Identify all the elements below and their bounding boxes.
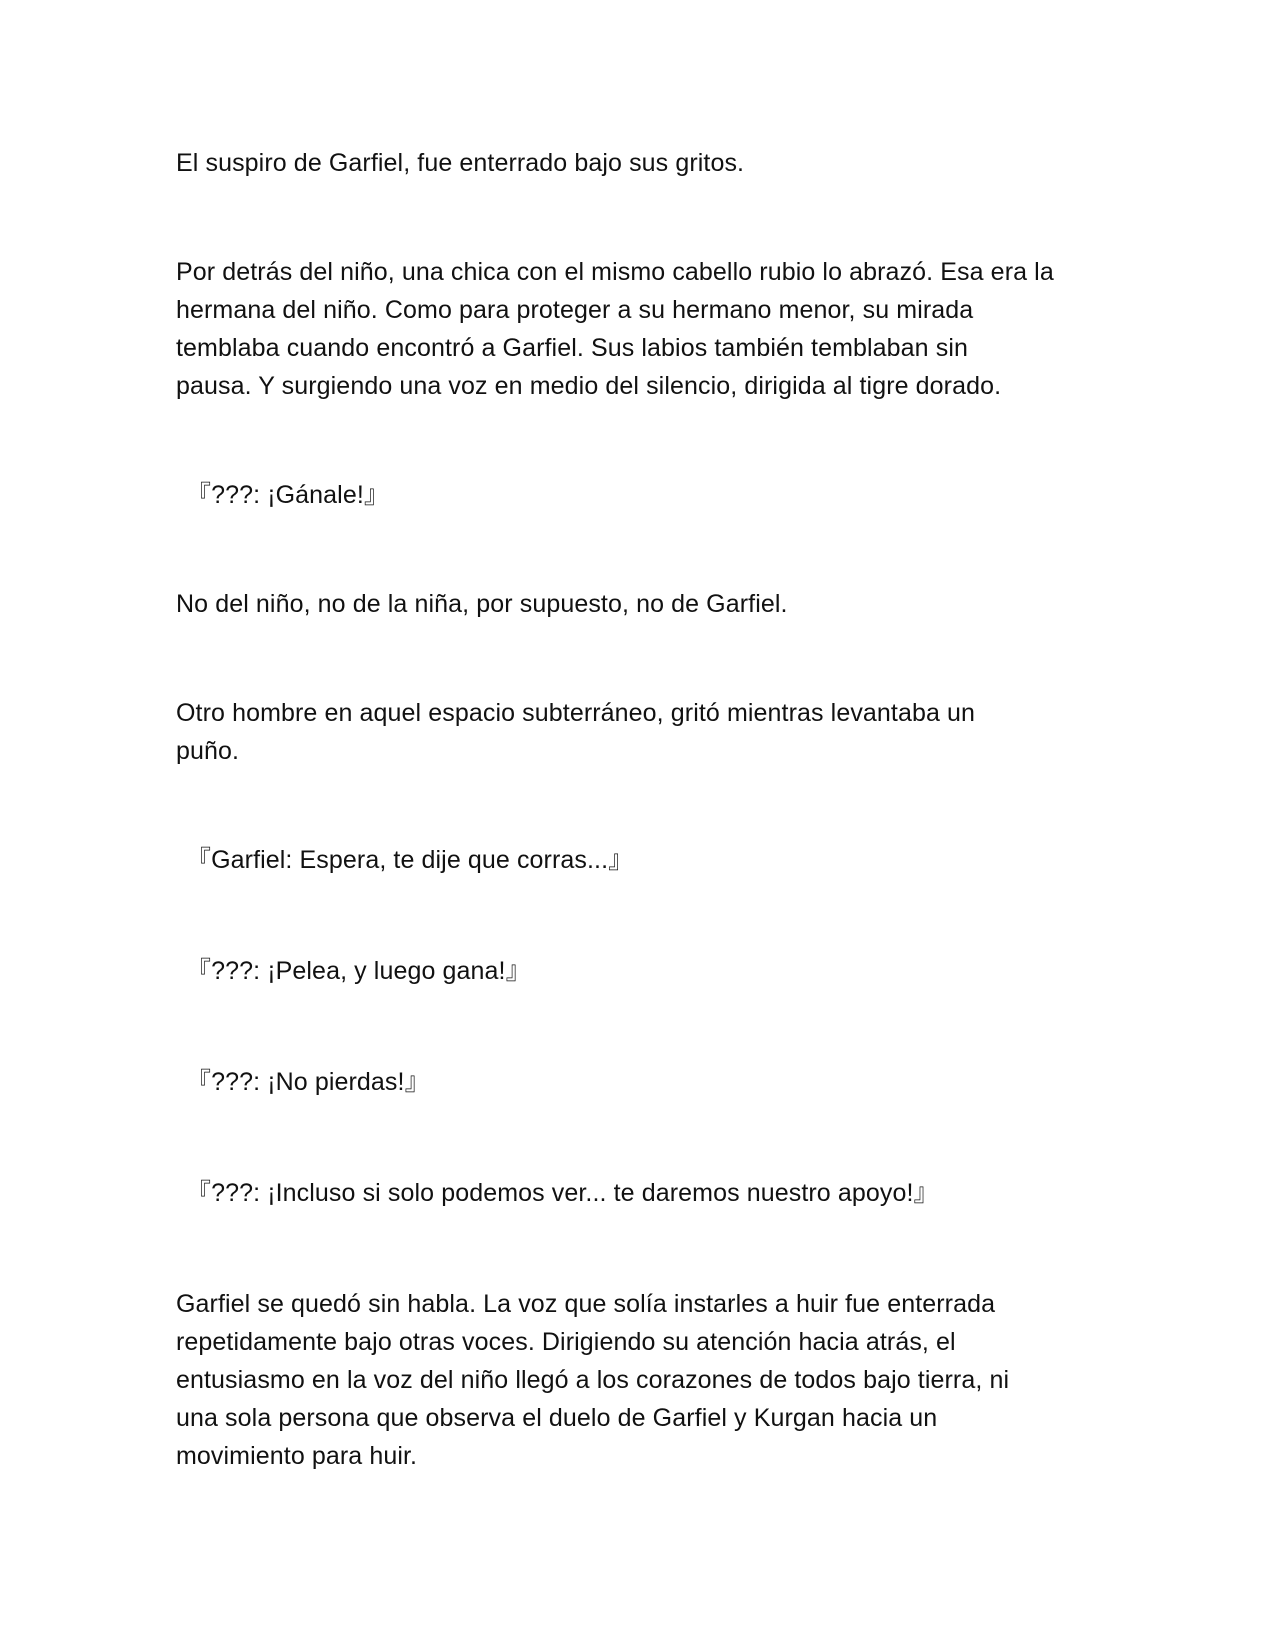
paragraph-2 [176,253,1106,405]
text-line: Garfiel se quedó sin habla. La voz que solía instarles a huir fue enterrada [176,1290,996,1318]
paragraph-3 [176,585,1106,623]
dialogue-line-pelea [186,952,1116,990]
text-line: Por detrás del niño, una chica con el mismo cabello rubio lo abrazó. Esa era la [176,258,1054,286]
text-line: movimiento para huir. [176,1442,418,1470]
text-line: 『???: ¡Pelea, y luego gana!』 [186,957,531,985]
text-line: 『???: ¡Gánale!』 [186,481,389,509]
text-line: pausa. Y surgiendo una voz en medio del silencio, dirigida al tigre dorado. [176,372,1002,400]
text-line: No del niño, no de la niña, por supuesto, no de Garfiel. [176,590,788,618]
text-line: hermana del niño. Como para proteger a su hermano menor, su mirada [176,296,974,324]
text-line: repetidamente bajo otras voces. Dirigiendo su atención hacia atrás, el [176,1328,956,1356]
paragraph-5 [176,1285,1106,1475]
text-line: 『Garfiel: Espera, te dije que corras...』 [186,846,634,874]
dialogue-line-garfiel [186,841,1116,879]
text-line: Otro hombre en aquel espacio subterráneo, gritó mientras levantaba un [176,699,976,727]
dialogue-line-no-pierdas [186,1063,1116,1101]
text-line: 『???: ¡Incluso si solo podemos ver... te daremos nuestro apoyo!』 [186,1179,939,1207]
text-line: una sola persona que observa el duelo de Garfiel y Kurgan hacia un [176,1404,938,1432]
text-line: temblaba cuando encontró a Garfiel. Sus labios también temblaban sin [176,334,968,362]
paragraph-4 [176,694,1106,770]
text-line: 『???: ¡No pierdas!』 [186,1068,430,1096]
text-line: entusiasmo en la voz del niño llegó a los corazones de todos bajo tierra, ni [176,1366,1010,1394]
text-line: puño. [176,737,240,765]
text-line: El suspiro de Garfiel, fue enterrado bajo sus gritos. [176,149,745,177]
dialogue-line-apoyo [186,1174,1116,1212]
paragraph-1 [176,144,1106,182]
dialogue-line-ganale [186,476,1116,514]
